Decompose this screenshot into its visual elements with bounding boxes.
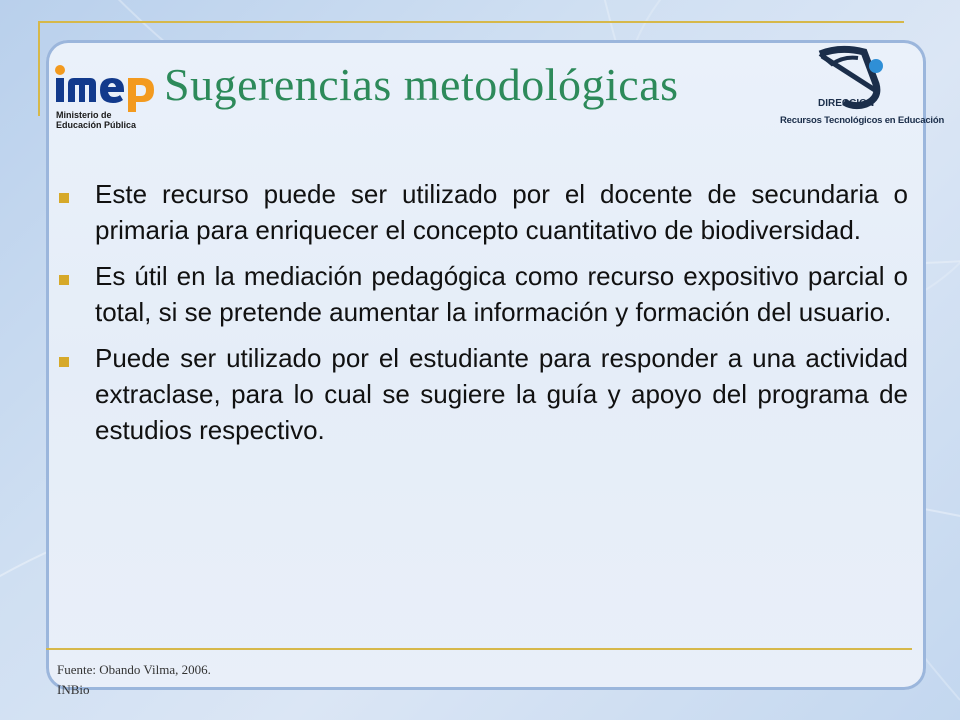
mep-subtitle-line1: Ministerio de bbox=[56, 110, 112, 120]
bullet-item bbox=[58, 176, 908, 248]
mep-logo-mark bbox=[52, 62, 162, 112]
direccion-logo bbox=[780, 44, 945, 136]
footer-line-org: INBio bbox=[57, 682, 90, 697]
mep-logo bbox=[52, 62, 162, 134]
square-bullet-icon bbox=[59, 275, 69, 285]
slide-title: Sugerencias metodológicas bbox=[164, 59, 679, 110]
direccion-logo-word: DIRECCION bbox=[818, 98, 875, 109]
square-bullet-icon bbox=[59, 193, 69, 203]
bullet-text: Este recurso puede ser utilizado por el docente de secundaria o primaria para enriquecer el concepto cuantitativo de biodiversidad. bbox=[95, 179, 908, 245]
bullet-text: Puede ser utilizado por el estudiante para responder a una actividad extraclase, para lo cual se sugiere la guía y apoyo del programa de estudios respectivo. bbox=[95, 343, 908, 445]
bottom-divider bbox=[46, 648, 912, 650]
footer-source bbox=[57, 660, 211, 700]
footer-line-source: Fuente: Obando Vilma, 2006. bbox=[57, 662, 211, 677]
left-divider bbox=[38, 21, 40, 116]
square-bullet-icon bbox=[59, 357, 69, 367]
bullet-item bbox=[58, 258, 908, 330]
mep-logo-subtitle bbox=[56, 110, 136, 130]
bullet-item bbox=[58, 340, 908, 448]
mep-subtitle-line2: Educación Pública bbox=[56, 120, 137, 130]
bullet-list bbox=[58, 176, 908, 458]
top-divider bbox=[38, 21, 904, 23]
direccion-logo-subtitle: Recursos Tecnológicos en Educación bbox=[780, 115, 945, 126]
bullet-text: Es útil en la mediación pedagógica como recurso expositivo parcial o total, si se pretende aumentar la información y formación del usuario. bbox=[95, 261, 908, 327]
